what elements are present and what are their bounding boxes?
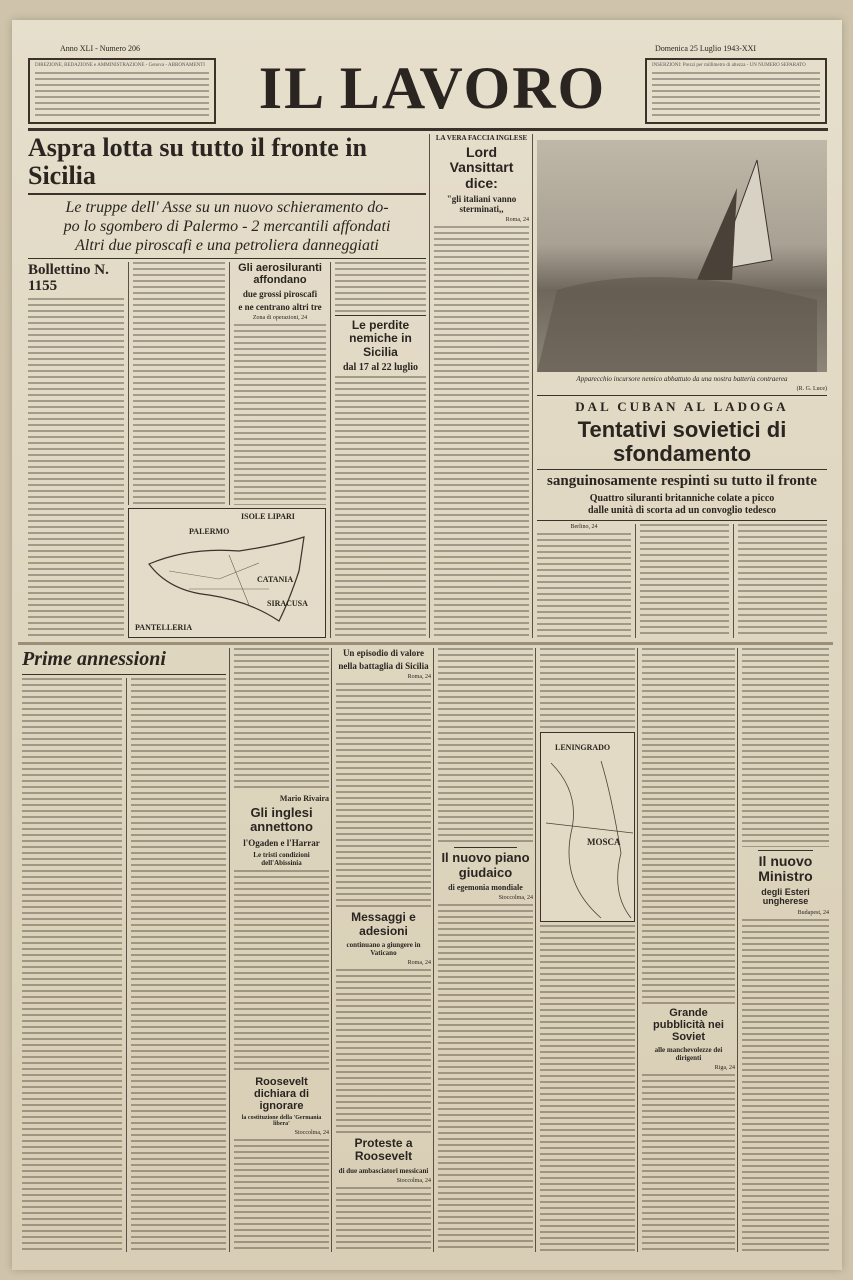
body-text — [438, 904, 533, 1252]
vansittart-column — [429, 134, 533, 638]
perdite-body — [335, 376, 426, 638]
column-group — [537, 524, 827, 638]
episodio-dateline: Roma, 24 — [407, 674, 431, 680]
map-label: SIRACUSA — [267, 599, 308, 608]
body-text — [438, 648, 533, 844]
column-group — [128, 262, 225, 505]
messaggi-title: Messaggi e adesioni — [351, 910, 416, 938]
proteste-title: Proteste a Roosevelt — [354, 1136, 413, 1164]
bollettino-body-cont — [133, 262, 225, 505]
body-text — [336, 1187, 431, 1252]
body-text — [35, 72, 209, 119]
column-group — [330, 262, 426, 638]
body-text — [335, 262, 426, 312]
column-rule — [28, 193, 426, 195]
proteste-subhead: di due ambasciatori messicani — [338, 1166, 429, 1175]
vansittart-quote: "gli italiani vanno sterminati,, — [446, 194, 517, 215]
body-text — [234, 1139, 329, 1252]
aerosiluranti-dateline: Zona di operazioni, 24 — [252, 315, 308, 322]
column-group — [28, 262, 124, 638]
aerosiluranti-subhead: due grossi piroscafi — [242, 289, 318, 300]
lead-subheads — [28, 198, 426, 255]
body-text — [537, 533, 631, 638]
prime-annessioni-article — [22, 648, 226, 1252]
column-rule — [537, 520, 827, 521]
column-group — [28, 262, 426, 638]
russia-deck-line: Quattro siluranti britanniche colate a picco — [589, 492, 775, 504]
masthead-right-box-text: INSERZIONI: Prezzi per millimetro di altezza - UN NUMERO SEPARATO — [652, 63, 806, 68]
map-label: PANTELLERIA — [135, 623, 193, 632]
body-text — [234, 648, 329, 791]
body-text — [742, 648, 829, 847]
roosevelt-dateline: Stoccolma, 24 — [294, 1129, 329, 1136]
column-rule — [28, 258, 426, 259]
inglesi-subhead-2: Le tristi condizioni dell'Abissinia — [253, 850, 310, 867]
aerosiluranti-body — [234, 324, 326, 505]
body-text — [336, 969, 431, 1134]
piano-title: Il nuovo piano giudaico — [441, 850, 530, 880]
body-text — [640, 524, 729, 638]
column-rule — [335, 315, 426, 316]
piano-subhead: di egemonia mondiale — [448, 882, 523, 892]
aerosiluranti-title: Gli aerosiluranti affondano — [238, 262, 322, 287]
pubblicita-title: Grande pubblicità nei Soviet — [653, 1006, 724, 1043]
episodio-subhead: nella battaglia di Sicilia — [338, 661, 429, 671]
lead-subhead: po lo sgombero di Palermo - 2 mercantili affondati — [63, 218, 391, 236]
column-group — [128, 262, 326, 505]
column-rule — [758, 850, 813, 851]
prime-body-2 — [131, 678, 226, 1252]
body-text — [652, 72, 820, 119]
pubblicita-dateline: Riga, 24 — [714, 1065, 735, 1072]
column-group — [126, 678, 226, 1252]
lead-subhead: Altri due piroscafi e una petroliera danneggiati — [75, 237, 379, 255]
vansittart-body — [434, 226, 529, 638]
perdite-title: Le perdite nemiche in Sicilia — [349, 318, 412, 359]
masthead-left-box-text: DIREZIONE, REDAZIONE e AMMINISTRAZIONE - Genova - ABBONAMENTI — [35, 63, 205, 68]
episodio-title: Un episodio di valore — [342, 648, 425, 658]
column-group — [537, 524, 631, 638]
russia-headline: Tentativi sovietici di sfondamento — [577, 417, 787, 467]
masthead-right-box — [645, 58, 827, 124]
photo-caption: Apparecchio incursore nemico abbattuto da una nostra batteria contraerea — [576, 375, 788, 383]
issue-number: Anno XLI - Numero 206 — [60, 44, 140, 53]
author: Mario Rivaira — [279, 794, 329, 804]
column-group — [635, 524, 729, 638]
fold-line — [18, 642, 833, 645]
russia-kicker: DAL CUBAN AL LADOGA — [575, 399, 789, 414]
body-text — [540, 925, 635, 1252]
column-rule — [537, 395, 827, 396]
lead-subhead: Le truppe dell' Asse su un nuovo schieramento do- — [65, 199, 389, 217]
photo-credit: (R. G. Luce) — [796, 386, 827, 392]
body-text — [642, 648, 735, 1004]
body-text — [234, 870, 329, 1073]
column-rule — [537, 469, 827, 470]
prime-annessioni-title: Prime annessioni — [22, 648, 166, 670]
column-group — [128, 262, 326, 638]
ministro-dateline: Budapest, 24 — [797, 910, 829, 917]
roosevelt-subhead: la costituzione della 'Germania libera' — [241, 1114, 322, 1127]
vansittart-dateline: Roma, 24 — [505, 217, 529, 224]
body-text — [336, 683, 431, 908]
lead-headline: Aspra lotta su tutto il fronte in Sicilia — [28, 133, 367, 191]
vansittart-kicker: LA VERA FACCIA INGLESE — [435, 134, 528, 142]
russia-map — [540, 732, 635, 922]
russia-deck — [537, 493, 827, 517]
bollettino-title: Bollettino N. 1155 — [28, 262, 109, 295]
column-group — [22, 678, 226, 1252]
column-rule — [454, 847, 517, 848]
map-label: LENINGRADO — [555, 743, 611, 752]
ministro-subhead: degli Esteri ungherese — [761, 886, 810, 907]
news-photo — [537, 140, 827, 372]
lower-column-2 — [229, 648, 329, 1252]
lower-column-3 — [331, 648, 431, 1252]
masthead-left-box — [28, 58, 216, 124]
body-text — [742, 919, 829, 1252]
prime-body-1 — [22, 678, 122, 1252]
roosevelt-title: Roosevelt dichiara di ignorare — [253, 1075, 310, 1112]
russia-map-drawing — [541, 733, 635, 921]
russia-dateline: Berlino, 24 — [570, 523, 598, 530]
inglesi-subhead: l'Ogaden e l'Harrar — [243, 837, 320, 848]
map-label: PALERMO — [189, 527, 230, 536]
sicily-map — [128, 508, 326, 638]
russia-story — [537, 140, 827, 638]
body-text — [738, 524, 827, 638]
perdite-subhead: dal 17 al 22 luglio — [342, 361, 418, 373]
aerosiluranti-subhead: e ne centrano altri tre — [238, 302, 322, 313]
lower-column-4 — [433, 648, 533, 1252]
vansittart-title: Lord Vansittart dice: — [449, 144, 514, 191]
lower-column-5 — [535, 648, 635, 1252]
ministro-title: Il nuovo Ministro — [758, 852, 813, 885]
body-text — [642, 1074, 735, 1252]
bollettino-body — [28, 298, 124, 638]
messaggi-subhead: continuano a giungere in Vaticano — [346, 940, 421, 957]
column-group — [22, 678, 122, 1252]
messaggi-dateline: Roma, 24 — [407, 959, 431, 966]
russia-subhead: sanguinosamente respinti su tutto il fronte — [547, 473, 817, 490]
map-label: CATANIA — [257, 575, 294, 584]
inglesi-title: Gli inglesi annettono — [250, 805, 313, 835]
pubblicita-subhead: alle manchevolezze dei dirigenti — [654, 1046, 723, 1063]
issue-date: Domenica 25 Luglio 1943-XXI — [655, 44, 757, 53]
masthead-rule — [28, 128, 828, 131]
downed-aircraft-photo — [537, 140, 827, 372]
proteste-dateline: Stoccolma, 24 — [396, 1177, 431, 1184]
piano-dateline: Stoccolma, 24 — [498, 894, 533, 901]
map-label: ISOLE LIPARI — [241, 512, 295, 521]
lower-column-7 — [737, 648, 829, 1252]
map-label: MOSCA — [587, 837, 621, 847]
column-rule — [22, 674, 226, 675]
column-group — [229, 262, 326, 505]
russia-deck-line: dalle unità di scorta ad un convoglio tedesco — [587, 504, 777, 516]
lower-column-6 — [637, 648, 735, 1252]
lead-story — [28, 134, 426, 638]
column-group — [733, 524, 827, 638]
masthead-title: IL LAVORO — [258, 55, 607, 121]
body-text — [540, 648, 635, 729]
